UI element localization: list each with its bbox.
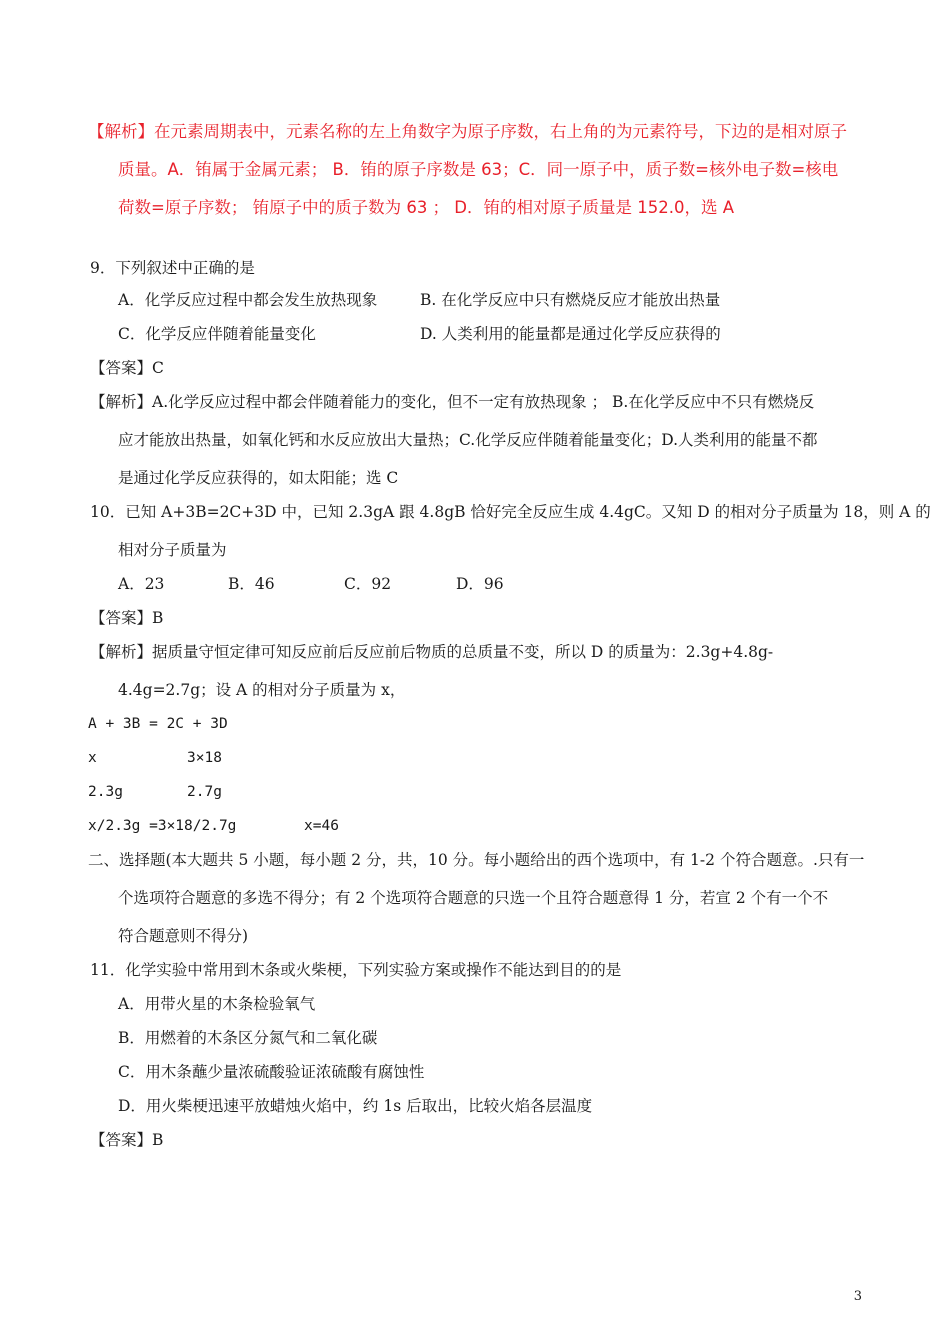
q11-option-d: D．用火柴梗迅速平放蜡烛火焰中，约 1s 后取出，比较火焰各层温度 xyxy=(118,1097,593,1115)
q10-stem-line-1: 10．已知 A+3B=2C+3D 中，已知 2.3gA 跟 4.8gB 恰好完全反应生成 4.4gC。又知 D 的相对分子质量为 18，则 A 的 xyxy=(90,503,931,521)
prev-analysis-line-2: 质量。A．铕属于金属元素； B．铕的原子序数是 63；C．同一原子中，质子数=核外电子数=核电 xyxy=(118,160,839,179)
q9-analysis-line-1: 【解析】A.化学反应过程中都会伴随着能力的变化，但不一定有放热现象 ； B.在化学反应中不只有燃烧反 xyxy=(90,393,815,411)
q10-calc-ratio: x/2.3g =3×18/2.7g xyxy=(88,818,237,834)
q10-answer: 【答案】B xyxy=(90,609,164,627)
q10-calc-equation: A + 3B = 2C + 3D xyxy=(88,716,228,732)
q11-answer: 【答案】B xyxy=(90,1131,164,1149)
q11-option-c: C．用木条蘸少量浓硫酸验证浓硫酸有腐蚀性 xyxy=(118,1063,425,1081)
page-number: 3 xyxy=(853,1289,862,1304)
section2-instructions-line-1: 二、选择题(本大题共 5 小题，每小题 2 分，共，10 分。每小题给出的西个选项中，有 1-2 个符合题意。.只有一 xyxy=(88,851,865,869)
q10-option-b: B．46 xyxy=(228,575,275,593)
q10-calc-result: x=46 xyxy=(304,818,339,834)
q9-option-a: A．化学反应过程中都会发生放热现象 xyxy=(118,291,378,309)
q10-calc-2-7g: 2.7g xyxy=(187,784,222,800)
q9-analysis-line-2: 应才能放出热量，如氧化钙和水反应放出大量热；C.化学反应伴随着能量变化；D.人类利用的能量不都 xyxy=(118,431,818,449)
q11-option-a: A．用带火星的木条检验氧气 xyxy=(118,995,316,1013)
prev-analysis-line-3: 荷数=原子序数； 铕原子中的质子数为 63 ； D．铕的相对原子质量是 152.0，选 A xyxy=(118,198,735,217)
q10-option-c: C．92 xyxy=(344,575,392,593)
q9-answer: 【答案】C xyxy=(90,359,164,377)
q10-calc-3x18: 3×18 xyxy=(187,750,222,766)
q10-option-a: A．23 xyxy=(118,575,165,593)
q11-stem: 11．化学实验中常用到木条或火柴梗，下列实验方案或操作不能达到目的的是 xyxy=(90,961,622,979)
q9-option-b: B. 在化学反应中只有燃烧反应才能放出热量 xyxy=(420,291,721,309)
q9-option-d: D. 人类利用的能量都是通过化学反应获得的 xyxy=(420,325,721,343)
section2-instructions-line-2: 个选项符合题意的多选不得分；有 2 个选项符合题意的只选一个且符合题意得 1 分，若宣 2 个有一个不 xyxy=(118,889,829,907)
q9-analysis-line-3: 是通过化学反应获得的，如太阳能；选 C xyxy=(118,469,399,487)
q11-option-b: B．用燃着的木条区分氮气和二氧化碳 xyxy=(118,1029,378,1047)
q9-option-c: C．化学反应伴随着能量变化 xyxy=(118,325,316,343)
q10-calc-2-3g: 2.3g xyxy=(88,784,123,800)
q9-stem: 9．下列叙述中正确的是 xyxy=(90,259,255,277)
q10-stem-line-2: 相对分子质量为 xyxy=(118,541,227,559)
prev-analysis-line-1: 【解析】在元素周期表中，元素名称的左上角数字为原子序数，右上角的为元素符号，下边的是相对原子 xyxy=(88,122,847,141)
q10-option-d: D．96 xyxy=(456,575,504,593)
section2-instructions-line-3: 符合题意则不得分) xyxy=(118,927,249,945)
q10-analysis-line-1: 【解析】据质量守恒定律可知反应前后反应前后物质的总质量不变，所以 D 的质量为：2.3g+4.8g- xyxy=(90,643,774,661)
q10-calc-x: x xyxy=(88,750,97,766)
q10-analysis-line-2: 4.4g=2.7g；设 A 的相对分子质量为 x， xyxy=(118,681,406,699)
